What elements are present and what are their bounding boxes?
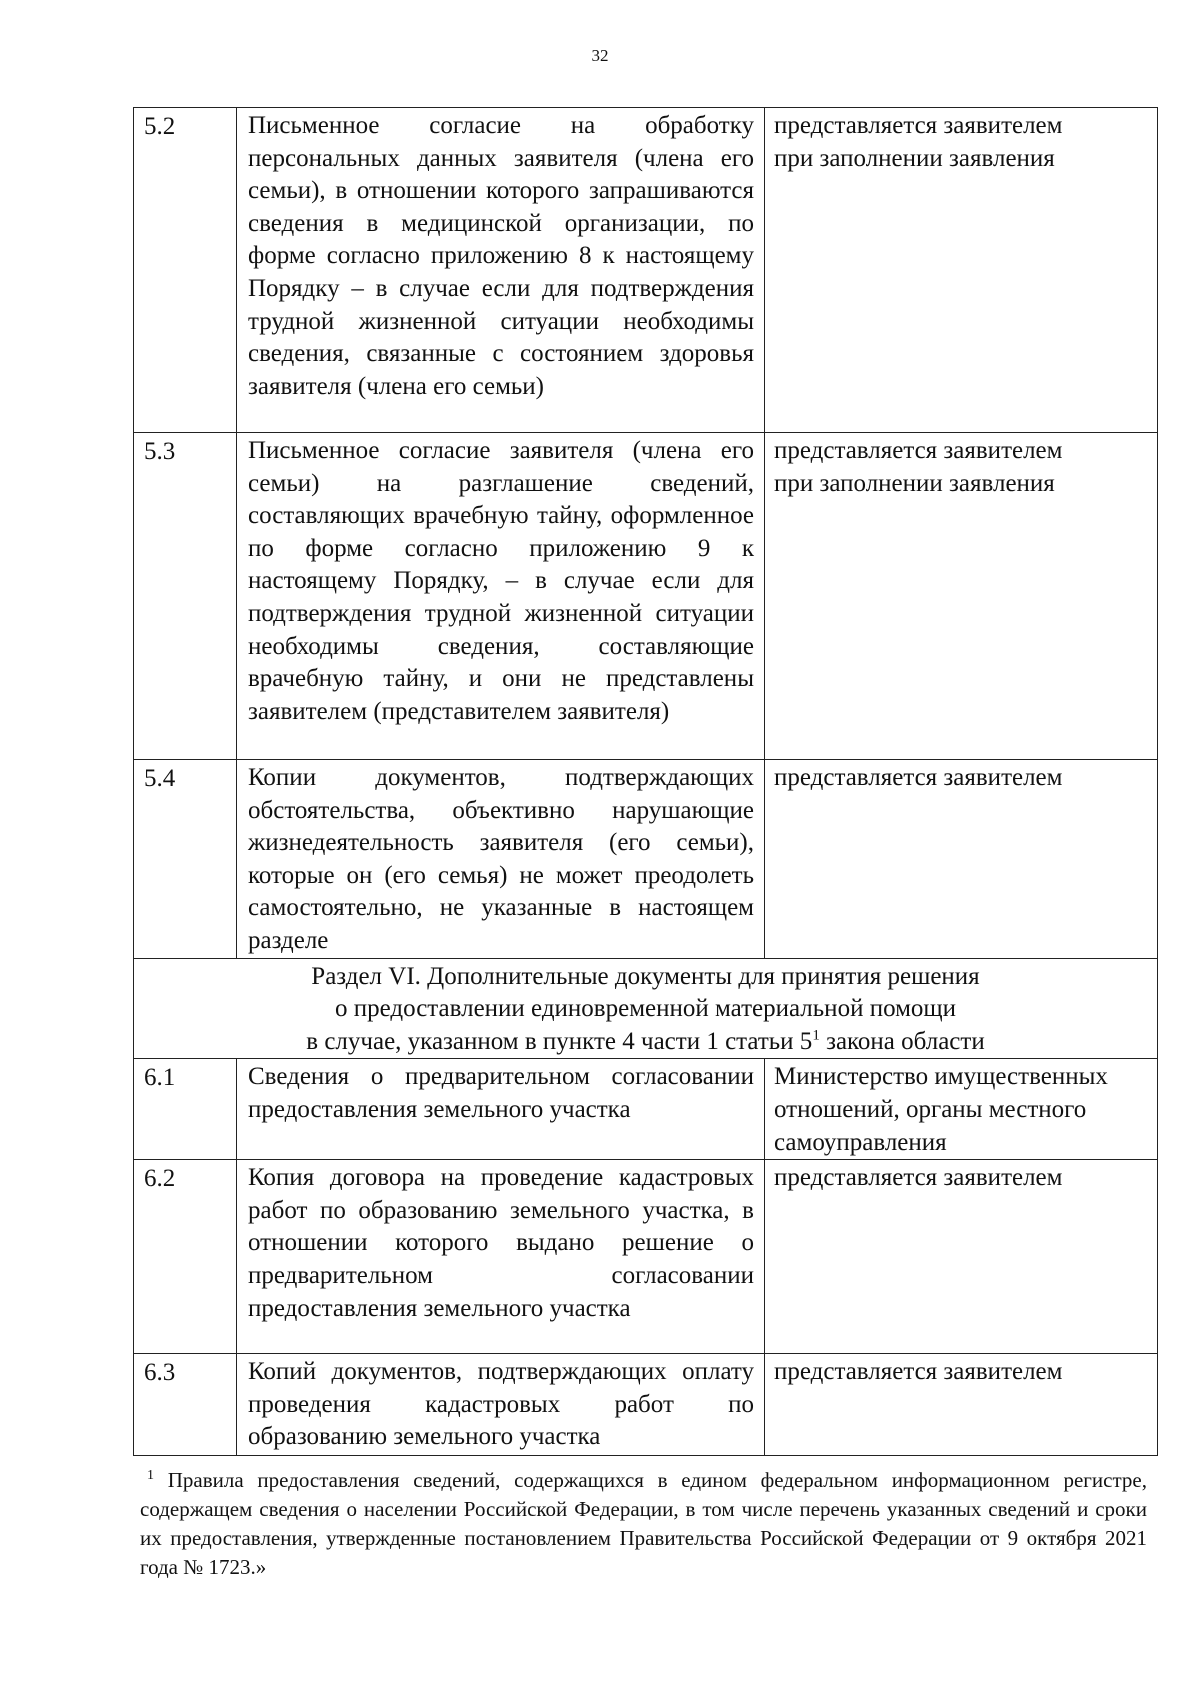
- source-line: при заполнении заявления: [774, 144, 1055, 172]
- source-line: представляется заявителем: [774, 112, 1063, 139]
- document-description: Письменное согласие заявителя (члена его семьи) на разглашение сведений, составляющих врачебную тайну, оформленное по форме согласно приложению 9 к настоящему Порядку, – в случае если для подтверждения трудной жизненной ситуации необходимы сведения, составляющие врачебную тайну, и они не представлены заявителем (представителем заявителя): [237, 433, 765, 760]
- table-row: [134, 1059, 1158, 1160]
- row-number: 5.2: [134, 108, 237, 433]
- documents-table: [133, 107, 1158, 1456]
- document-description: Копия договора на проведение кадастровых работ по образованию земельного участка, в отношении которого выдано решение о предварительном согласовании предоставления земельного участка: [237, 1160, 765, 1354]
- section-row: [134, 958, 1158, 1059]
- source-line: самоуправления: [774, 1128, 947, 1156]
- source-line: при заполнении заявления: [774, 469, 1055, 497]
- document-description: Копий документов, подтверждающих оплату проведения кадастровых работ по образованию земельного участка: [237, 1354, 765, 1456]
- table-row: [134, 1160, 1158, 1354]
- document-description: Копии документов, подтверждающих обстоятельства, объективно нарушающие жизнедеятельность заявителя (его семьи), которые он (его семья) не может преодолеть самостоятельно, не указанные в настоящем разделе: [237, 760, 765, 959]
- section-title-text: в случае, указанном в пункте 4 части 1 статьи 5: [306, 1027, 813, 1055]
- section-title-line: [144, 1026, 1147, 1059]
- document-source: [765, 1059, 1158, 1160]
- document-source: [765, 1160, 1158, 1354]
- document-source: [765, 108, 1158, 433]
- section-title-line: Раздел VI. Дополнительные документы для принятия решения: [311, 962, 980, 990]
- source-line: представляется заявителем: [774, 1164, 1063, 1192]
- section-title-text: закона области: [819, 1027, 985, 1055]
- source-line: Министерство имущественных: [774, 1063, 1108, 1091]
- row-number: 6.3: [134, 1354, 237, 1456]
- table-row: [134, 433, 1158, 760]
- table-row: [134, 760, 1158, 959]
- footnote-text: Правила предоставления сведений, содержащихся в едином федеральном информационном регистре, содержащем сведения о населении Российской Федерации, в том числе перечень указанных сведений и сроки их предоставления, утвержденные постановлением Правительства Российской Федерации от 9 октября 2021 года № 1723.»: [140, 1468, 1147, 1579]
- document-source: [765, 433, 1158, 760]
- document-source: [765, 1354, 1158, 1456]
- row-number: 5.3: [134, 433, 237, 760]
- footnote-marker: 1: [147, 1468, 154, 1483]
- row-number: 5.4: [134, 760, 237, 959]
- source-line: представляется заявителем: [774, 437, 1063, 464]
- footnote-marker: 1: [812, 1027, 820, 1044]
- table-row: [134, 108, 1158, 433]
- document-description: Сведения о предварительном согласовании предоставления земельного участка: [237, 1059, 765, 1160]
- table-row: [134, 1354, 1158, 1456]
- page-number: 32: [591, 46, 609, 65]
- section-title-line: о предоставлении единовременной материальной помощи: [334, 995, 957, 1023]
- document-description: Письменное согласие на обработку персональных данных заявителя (члена его семьи), в отношении которого запрашиваются сведения в медицинской организации, по форме согласно приложению 8 к настоящему Порядку – в случае если для подтверждения трудной жизненной ситуации необходимы сведения, связанные с состоянием здоровья заявителя (члена его семьи): [237, 108, 765, 433]
- source-line: представляется заявителем: [774, 1358, 1063, 1386]
- document-source: [765, 760, 1158, 959]
- section-heading: [134, 958, 1158, 1059]
- source-line: представляется заявителем: [774, 764, 1063, 791]
- row-number: 6.2: [134, 1160, 237, 1354]
- footnote: [140, 1466, 1147, 1582]
- row-number: 6.1: [134, 1059, 237, 1160]
- source-line: отношений, органы местного: [774, 1095, 1087, 1123]
